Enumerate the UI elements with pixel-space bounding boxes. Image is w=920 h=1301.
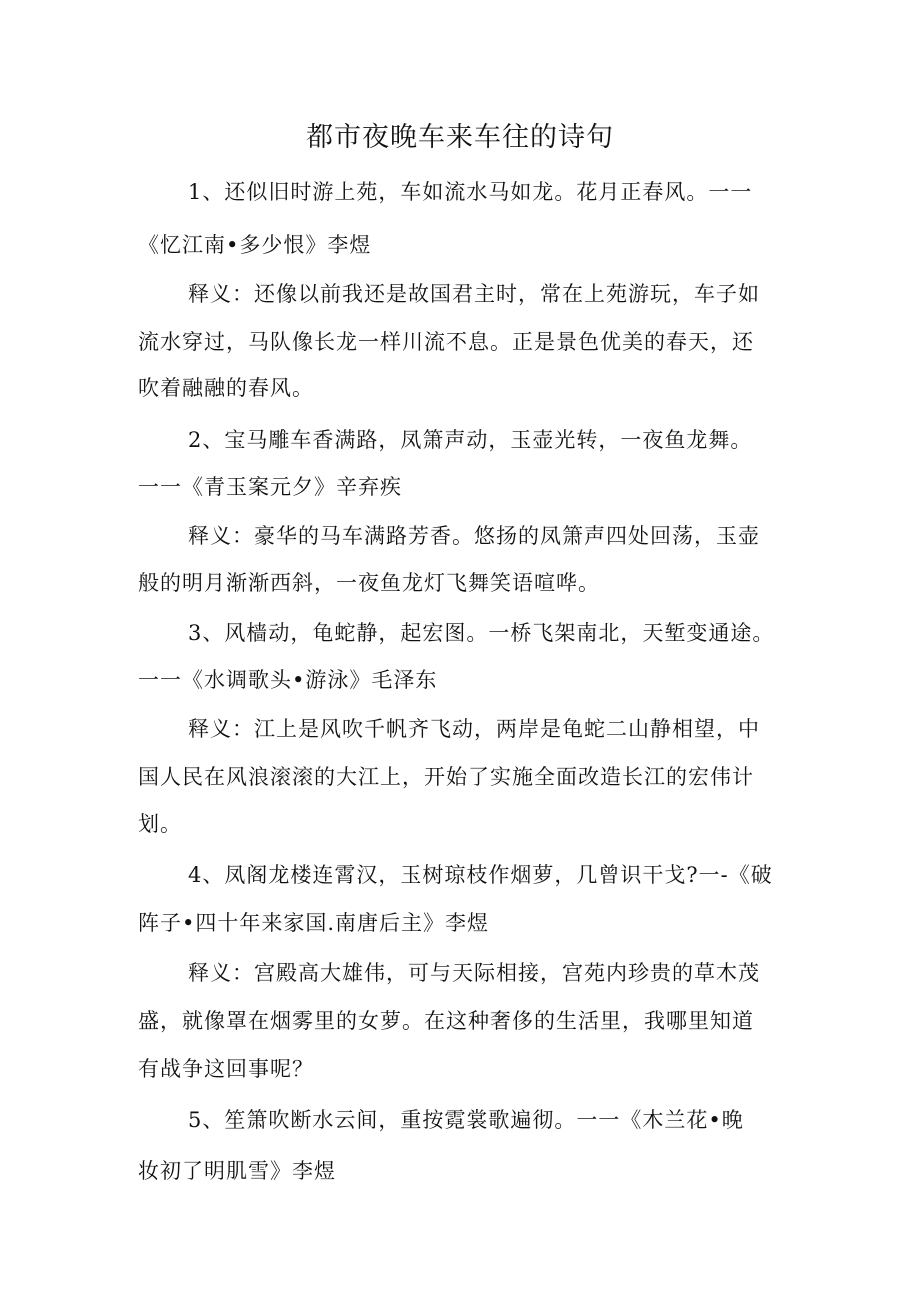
- entry-5-poem-line-2: 妆初了明肌雪》李煜: [138, 1159, 336, 1183]
- document-title: 都市夜晚车来车往的诗句: [306, 122, 614, 153]
- entry-1-explain-line-1: 释义：还像以前我还是故国君主时，常在上苑游玩，车子如: [188, 282, 760, 306]
- entry-4-poem-line-1: 4、凤阁龙楼连霄汉，玉树琼枝作烟萝，几曾识干戈?一-《破: [188, 863, 773, 887]
- entry-3-explain-line-3: 划。: [138, 812, 182, 836]
- entry-5-poem-line-1: 5、笙箫吹断水云间，重按霓裳歌遍彻。一一《木兰花•晚: [188, 1108, 744, 1132]
- entry-4-explain-line-3: 有战争这回事呢？: [138, 1057, 314, 1081]
- entry-1-explain-line-2: 流水穿过，马队像长龙一样川流不息。正是景色优美的春天，还: [138, 330, 754, 354]
- entry-1-poem-line-1: 1、还似旧时游上苑，车如流水马如龙。花月正春风。一一: [188, 180, 753, 204]
- entry-2-explain-line-2: 般的明月渐渐西斜，一夜鱼龙灯飞舞笑语喧哗。: [138, 571, 600, 595]
- entry-4-explain-line-1: 释义：宫殿高大雄伟，可与天际相接，宫苑内珍贵的草木茂: [188, 961, 760, 985]
- entry-1-poem-line-2: 《忆江南•多少恨》李煜: [138, 233, 372, 257]
- entry-4-explain-line-2: 盛，就像罩在烟雾里的女萝。在这种奢侈的生活里，我哪里知道: [138, 1009, 754, 1033]
- entry-2-explain-line-1: 释义：豪华的马车满路芳香。悠扬的凤箫声四处回荡，玉壶: [188, 524, 760, 548]
- entry-2-poem-line-1: 2、宝马雕车香满路，凤箫声动，玉壶光转，一夜鱼龙舞。: [188, 428, 753, 452]
- entry-3-explain-line-2: 国人民在风浪滚滚的大江上，开始了实施全面改造长江的宏伟计: [138, 765, 754, 789]
- entry-4-poem-line-2: 阵子•四十年来家国.南唐后主》李煜: [138, 911, 490, 935]
- entry-1-explain-line-3: 吹着融融的春风。: [138, 376, 314, 400]
- entry-3-explain-line-1: 释义：江上是风吹千帆齐飞动，两岸是龟蛇二山静相望，中: [188, 717, 760, 741]
- entry-2-poem-line-2: 一一《青玉案元夕》辛弃疾: [138, 475, 402, 499]
- entry-3-poem-line-1: 3、风樯动，龟蛇静，起宏图。一桥飞架南北，天堑变通途。: [188, 621, 775, 645]
- entry-3-poem-line-2: 一一《水调歌头•游泳》毛泽东: [138, 668, 438, 692]
